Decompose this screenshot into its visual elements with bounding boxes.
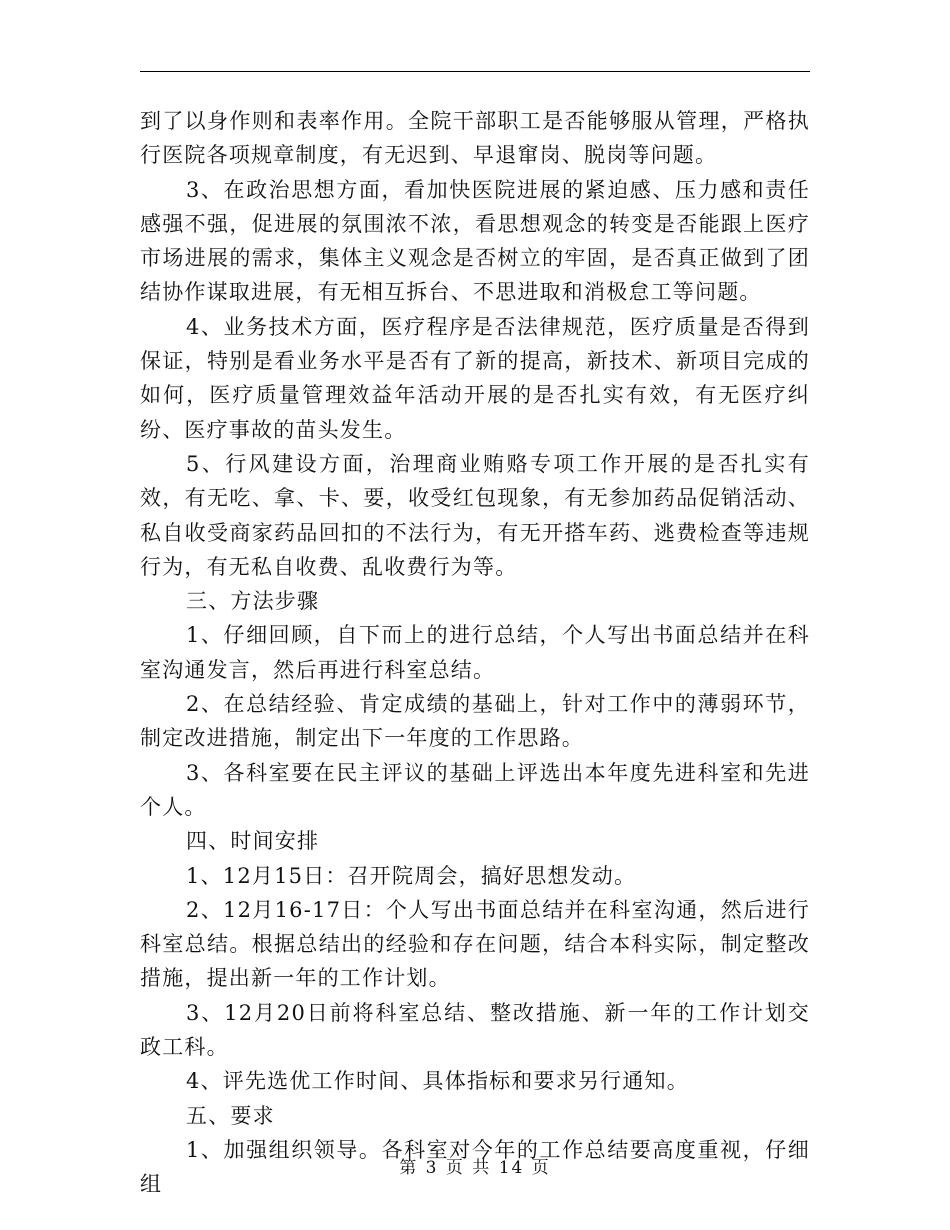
paragraph: 到了以身作则和表率作用。全院干部职工是否能够服从管理，严格执行医院各项规章制度，有无迟到、早退窜岗、脱岗等问题。 bbox=[140, 109, 810, 168]
paragraph: 1、仔细回顾，自下而上的进行总结，个人写出书面总结并在科室沟通发言，然后再进行科室总结。 bbox=[140, 623, 810, 682]
paragraph: 2、12月16-17日：个人写出书面总结并在科室沟通，然后进行科室总结。根据总结出的经验和存在问题，结合本科实际，制定整改措施，提出新一年的工作计划。 bbox=[140, 897, 810, 991]
paragraph: 4、业务技术方面，医疗程序是否法律规范，医疗质量是否得到保证，特别是看业务水平是否有了新的提高，新技术、新项目完成的如何，医疗质量管理效益年活动开展的是否扎实有效，有无医疗纠纷、医疗事故的苗头发生。 bbox=[140, 314, 810, 442]
section-heading: 三、方法步骤 bbox=[186, 589, 320, 614]
paragraph: 3、在政治思想方面，看加快医院进展的紧迫感、压力感和责任感强不强，促进展的氛围浓不浓，看思想观念的转变是否能跟上医疗市场进展的需求，集体主义观念是否树立的牢固，是否真正做到了团结协作谋取进展，有无相互拆台、不思进取和消极怠工等问题。 bbox=[140, 177, 810, 305]
paragraph: 4、评先选优工作时间、具体指标和要求另行通知。 bbox=[186, 1069, 689, 1094]
paragraph: 5、行风建设方面，治理商业贿赂专项工作开展的是否扎实有效，有无吃、拿、卡、要，收受红包现象，有无参加药品促销活动、私自收受商家药品回扣的不法行为，有无开搭车药、逃费检查等违规行为，有无私自收费、乱收费行为等。 bbox=[140, 451, 810, 579]
section-heading: 四、时间安排 bbox=[186, 829, 320, 854]
paragraph: 1、加强组织领导。各科室对今年的工作总结要高度重视，仔细组 bbox=[140, 1137, 810, 1197]
section-heading: 五、要求 bbox=[186, 1103, 275, 1128]
header-rule bbox=[140, 71, 810, 72]
paragraph: 3、12月20日前将科室总结、整改措施、新一年的工作计划交政工科。 bbox=[140, 1000, 810, 1060]
paragraph: 3、各科室要在民主评议的基础上评选出本年度先进科室和先进个人。 bbox=[140, 760, 810, 819]
paragraph: 2、在总结经验、肯定成绩的基础上，针对工作中的薄弱环节，制定改进措施，制定出下一年度的工作思路。 bbox=[140, 692, 810, 751]
page-number-footer: 第 3 页 共 14 页 bbox=[399, 1158, 551, 1178]
paragraph: 1、12月15日：召开院周会，搞好思想发动。 bbox=[186, 863, 637, 888]
document-body bbox=[140, 104, 810, 1202]
